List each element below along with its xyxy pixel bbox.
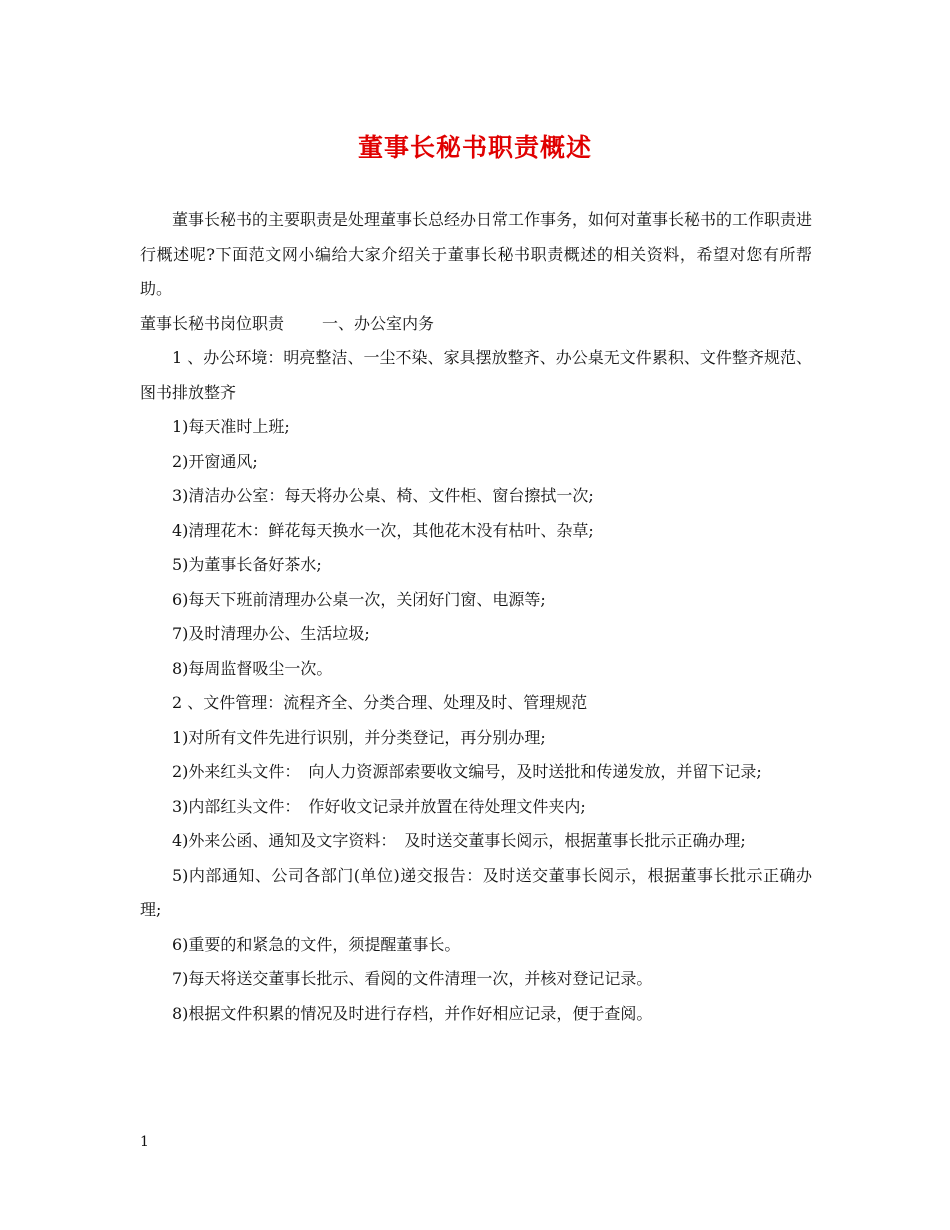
body-paragraph: 5)内部通知、公司各部门(单位)递交报告：及时送交董事长阅示，根据董事长批示正确办理; [140, 865, 812, 919]
section-item: 一、办公室内务 [322, 313, 435, 333]
body-paragraph: 1 、办公环境：明亮整洁、一尘不染、家具摆放整齐、办公桌无文件累积、文件整齐规范、图书排放整齐 [140, 348, 812, 402]
page-number: 1 [140, 1134, 149, 1150]
body-paragraph: 1)对所有文件先进行识别，并分类登记，再分别办理; [172, 727, 546, 747]
body-paragraph: 1)每天准时上班; [172, 417, 290, 436]
document-body [140, 203, 812, 1031]
section-heading-line [140, 307, 812, 342]
body-paragraph: 3)内部红头文件： 作好收文记录并放置在待处理文件夹内; [172, 796, 586, 816]
body-paragraph: 2 、文件管理：流程齐全、分类合理、处理及时、管理规范 [172, 693, 588, 712]
body-paragraph: 8)每周监督吸尘一次。 [172, 658, 333, 678]
body-paragraph: 2)开窗通风; [172, 451, 258, 471]
body-paragraph: 6)每天下班前清理办公桌一次，关闭好门窗、电源等; [172, 589, 546, 609]
intro-paragraph: 董事长秘书的主要职责是处理董事长总经办日常工作事务，如何对董事长秘书的工作职责进行概述呢?下面范文网小编给大家介绍关于董事长秘书职责概述的相关资料，希望对您有所帮助。 [140, 210, 813, 298]
body-paragraph: 8)根据文件积累的情况及时进行存档，并作好相应记录，便于查阅。 [172, 1003, 653, 1023]
section-label: 董事长秘书岗位职责 [140, 313, 285, 333]
body-paragraph: 5)为董事长备好茶水; [172, 555, 322, 574]
document-title: 董事长秘书职责概述 [357, 133, 592, 162]
paragraph-list [140, 341, 812, 1031]
body-paragraph: 7)每天将送交董事长批示、看阅的文件清理一次，并核对登记记录。 [172, 969, 653, 988]
body-paragraph: 6)重要的和紧急的文件，须提醒董事长。 [172, 934, 461, 954]
body-paragraph: 7)及时清理办公、生活垃圾; [172, 624, 370, 643]
body-paragraph: 3)清洁办公室：每天将办公桌、椅、文件柜、窗台擦拭一次; [172, 486, 594, 505]
body-paragraph: 2)外来红头文件： 向人力资源部索要收文编号，及时送批和传递发放，并留下记录; [172, 762, 762, 781]
body-paragraph: 4)清理花木：鲜花每天换水一次，其他花木没有枯叶、杂草; [172, 520, 594, 540]
body-paragraph: 4)外来公函、通知及文字资料： 及时送交董事长阅示，根据董事长批示正确办理; [172, 831, 746, 850]
